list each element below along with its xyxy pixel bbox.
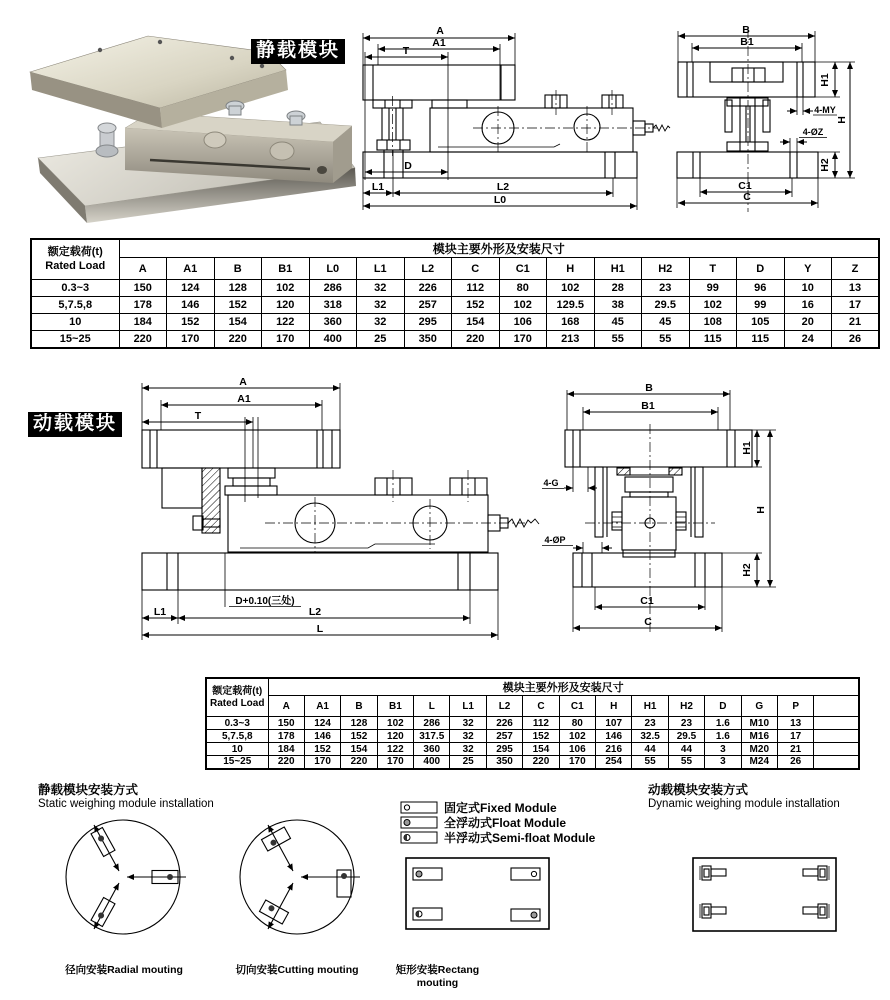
table-cell: 318 [309,297,357,314]
table-cell: 3 [705,756,741,769]
dim-label-4OP: 4-ØP [544,535,566,545]
table-cell: 13 [777,717,813,730]
table-cell: 24 [784,331,832,348]
table-cell: 150 [268,717,304,730]
table-cell: 178 [268,730,304,743]
table-cell: 150 [119,280,167,297]
table-cell: 184 [268,743,304,756]
rated-load-zh: 额定载荷(t) [212,685,263,697]
rated-load-header [206,678,268,717]
table-cell: 152 [341,730,377,743]
extension-lines [677,31,855,208]
static-end-drawing [665,20,890,235]
table-cell: 26 [832,331,880,348]
legend-label: 半浮动式Semi-float Module [444,831,596,845]
dim-label-4MY: 4-MY [814,105,836,115]
table-cell: 32 [357,297,405,314]
table-cell: 32 [450,730,486,743]
table-cell: 360 [414,743,450,756]
caption-rect: 矩形安装Rectang mouting [395,964,480,989]
dynamic-side-drawing [125,372,545,662]
header-row-span [31,239,879,258]
dim-label-C1: C1 [640,595,654,607]
column-header: Y [784,258,832,280]
table-cell: 44 [632,743,668,756]
part-outlines [565,430,752,587]
empty-column-header [814,696,859,717]
table-cell: 29.5 [668,730,704,743]
fixed-marker [531,871,536,876]
dim-label-T: T [402,45,410,57]
table-cell: 220 [268,756,304,769]
load-cell: 0.3~3 [206,717,268,730]
column-header: Z [832,258,880,280]
table-cell: 80 [499,280,547,297]
table-cell: M24 [741,756,777,769]
rect-install-diagram [405,857,550,931]
table-cell: 220 [452,331,500,348]
dim-label-D: D [404,160,412,172]
table-cell: 257 [404,297,452,314]
table-cell: 44 [668,743,704,756]
header-row-span [206,678,859,696]
table-cell: 226 [404,280,452,297]
dim-label-H: H [836,116,848,124]
table-cell: 99 [689,280,737,297]
load-cell: 15~25 [31,331,119,348]
table-cell: 286 [309,280,357,297]
table-row [206,730,859,743]
rated-load-header [31,239,119,280]
table-cell: 152 [214,297,262,314]
column-header: C [452,258,500,280]
table-cell: 317.5 [414,730,450,743]
load-cell: 10 [206,743,268,756]
table-cell: 26 [777,756,813,769]
table-cell: 146 [596,730,632,743]
table-cell: 220 [341,756,377,769]
static-module-dimensions-table [30,238,880,349]
dynamic-install-title-en: Dynamic weighing module installation [648,798,840,810]
fixed-module-icon [400,801,438,814]
table-cell: 105 [737,314,785,331]
table-cell: 25 [450,756,486,769]
column-header: D [737,258,785,280]
table-cell: 23 [642,280,690,297]
empty-cell [814,730,859,743]
header-row-columns [31,258,879,280]
table-cell: 178 [119,297,167,314]
table-cell: 17 [777,730,813,743]
dim-label-A: A [239,376,247,388]
table-cell: 170 [262,331,310,348]
column-header: A1 [167,258,215,280]
table-cell: 17 [832,297,880,314]
dim-label-4G: 4-G [543,478,559,488]
top-plate [30,36,288,128]
table-cell: 146 [304,730,340,743]
column-header: T [689,258,737,280]
span-header: 模块主要外形及安装尺寸 [268,678,859,696]
tangential-install-diagram [234,814,362,942]
table-cell: 168 [547,314,595,331]
table-row [31,297,879,314]
load-cell: 5,7.5,8 [31,297,119,314]
table-cell: 107 [596,717,632,730]
static-side-drawing [358,20,673,220]
table-cell: 96 [737,280,785,297]
dim-label-B: B [742,24,750,36]
column-header: C [523,696,559,717]
float-module-icon [400,816,438,829]
dim-label-4OZ: 4-ØZ [802,127,824,137]
table-cell: 28 [594,280,642,297]
table-cell: 106 [499,314,547,331]
dim-label-A: A [436,25,444,37]
column-header: B [341,696,377,717]
legend-item-semi-float [400,830,595,845]
float-marker [416,871,422,877]
dim-label-C: C [644,616,652,628]
table-cell: 55 [632,756,668,769]
table-cell: 170 [167,331,215,348]
dim-label-B: B [645,382,653,394]
dynamic-end-drawing [540,382,890,644]
table-cell: 254 [596,756,632,769]
part-outlines [677,62,818,178]
table-cell: 21 [777,743,813,756]
radial-install-diagram [60,814,188,942]
legend-label: 全浮动式Float Module [444,816,566,830]
table-cell: 102 [689,297,737,314]
dim-label-L2: L2 [496,181,510,193]
column-header: B1 [377,696,413,717]
legend-item-float [400,815,595,830]
table-cell: 20 [784,314,832,331]
dim-label-A1: A1 [432,37,446,49]
table-cell: 124 [304,717,340,730]
table-cell: 122 [377,743,413,756]
dim-label-H1: H1 [819,73,831,87]
dynamic-rect-install-diagram [692,857,837,933]
table-cell: 154 [523,743,559,756]
table-cell: 129.5 [547,297,595,314]
empty-cell [814,743,859,756]
part-outlines [142,430,539,590]
table-cell: 154 [214,314,262,331]
float-marker [531,912,537,918]
table-cell: 13 [832,280,880,297]
semi-float-module-icon [400,831,438,844]
table-cell: 184 [119,314,167,331]
table-cell: 3 [705,743,741,756]
table-cell: 360 [309,314,357,331]
semi-marker [416,911,422,917]
bolt-dot [341,873,347,879]
table-cell: 295 [404,314,452,331]
load-cell: 15~25 [206,756,268,769]
table-cell: 32 [357,314,405,331]
bolt-dot [167,874,173,880]
table-row [206,717,859,730]
table-cell: 400 [309,331,357,348]
table-cell: 286 [414,717,450,730]
table-cell: 32 [450,743,486,756]
table-cell: 38 [594,297,642,314]
column-header: C1 [559,696,595,717]
legend-item-fixed [400,800,595,815]
table-cell: 146 [167,297,215,314]
dim-labels [154,376,324,635]
table-cell: 120 [377,730,413,743]
dim-label-H: H [755,506,767,514]
empty-cell [814,717,859,730]
dimension-lines [142,388,498,635]
caption-radial: 径向安装Radial mouting [65,964,183,976]
table-cell: 120 [262,297,310,314]
table-row [31,331,879,348]
table-cell: 80 [559,717,595,730]
extension-lines [567,390,776,632]
static-install-title-en: Static weighing module installation [38,798,214,810]
module-type-legend [400,800,595,845]
column-header: L2 [404,258,452,280]
table-cell: 295 [486,743,522,756]
table-cell: 226 [486,717,522,730]
dim-label-H2: H2 [741,563,753,577]
column-header: L [414,696,450,717]
table-cell: 152 [452,297,500,314]
table-cell: 55 [594,331,642,348]
table-cell: 115 [737,331,785,348]
dim-label-D: D+0.10(三处) [235,596,295,607]
table-cell: 350 [486,756,522,769]
table-cell: 32.5 [632,730,668,743]
dim-label-H1: H1 [741,441,753,455]
table-cell: 102 [547,280,595,297]
column-header: H [547,258,595,280]
column-header: C1 [499,258,547,280]
empty-cell [814,756,859,769]
table-cell: 16 [784,297,832,314]
column-header: A [268,696,304,717]
table-cell: 128 [341,717,377,730]
table-row [206,743,859,756]
table-cell: 112 [452,280,500,297]
table-cell: 55 [642,331,690,348]
column-header: H2 [642,258,690,280]
table-cell: 102 [377,717,413,730]
column-header: H1 [594,258,642,280]
column-header: B1 [262,258,310,280]
table-cell: 29.5 [642,297,690,314]
legend-label: 固定式Fixed Module [444,801,557,815]
dynamic-module-badge: 动载模块 [28,412,122,437]
column-header: G [741,696,777,717]
load-cell: 10 [31,314,119,331]
dim-label-L1: L1 [371,181,385,193]
table-cell: 213 [547,331,595,348]
table-row [31,314,879,331]
dim-label-L0: L0 [493,194,507,206]
dim-label-C: C [743,191,751,203]
table-cell: 23 [668,717,704,730]
table-cell: 23 [632,717,668,730]
rated-load-en: Rated Load [45,259,106,272]
dynamic-install-title-zh: 动载模块安装方式 [648,783,749,797]
load-cell: 0.3~3 [31,280,119,297]
table-cell: 102 [499,297,547,314]
table-cell: 170 [559,756,595,769]
header-row-columns [206,696,859,717]
table-cell: 124 [167,280,215,297]
table-cell: 170 [499,331,547,348]
table-cell: 154 [341,743,377,756]
table-cell: 32 [450,717,486,730]
table-cell: 154 [452,314,500,331]
table-cell: 220 [523,756,559,769]
dim-label-C1: C1 [738,180,752,192]
dim-label-T: T [194,410,202,422]
rated-load-en: Rated Load [210,697,265,709]
dim-label-L: L [316,623,324,635]
dim-label-H2: H2 [819,158,831,172]
table-cell: 152 [304,743,340,756]
column-header: A1 [304,696,340,717]
table-cell: 112 [523,717,559,730]
table-cell: 1.6 [705,730,741,743]
table-cell: 128 [214,280,262,297]
static-module-badge: 静载模块 [251,39,345,64]
table-cell: 45 [594,314,642,331]
column-header: H2 [668,696,704,717]
table-cell: 216 [596,743,632,756]
table-cell: 115 [689,331,737,348]
table-cell: 152 [523,730,559,743]
table-cell: 32 [357,280,405,297]
dim-label-B1: B1 [641,400,655,412]
static-install-title-zh: 静载模块安装方式 [38,783,139,797]
table-cell: 152 [167,314,215,331]
dimension-lines [567,394,770,628]
load-cell: 5,7.5,8 [206,730,268,743]
table-cell: 350 [404,331,452,348]
table-cell: 102 [559,730,595,743]
table-cell: 170 [304,756,340,769]
dim-labels [543,382,767,628]
column-header: B [214,258,262,280]
table-cell: 25 [357,331,405,348]
dim-label-B1: B1 [740,36,754,48]
dim-label-A1: A1 [237,393,251,405]
table-cell: 106 [559,743,595,756]
span-header: 模块主要外形及安装尺寸 [119,239,879,258]
dynamic-module-dimensions-table [205,677,860,770]
table-cell: 170 [377,756,413,769]
caption-cutting: 切向安装Cutting mouting [235,964,359,976]
table-cell: 21 [832,314,880,331]
table-cell: 108 [689,314,737,331]
rated-load-zh: 额定载荷(t) [47,246,103,259]
table-cell: 55 [668,756,704,769]
table-cell: 45 [642,314,690,331]
table-cell: 1.6 [705,717,741,730]
column-header: A [119,258,167,280]
column-header: D [705,696,741,717]
column-header: H1 [632,696,668,717]
table-cell: M10 [741,717,777,730]
table-cell: M16 [741,730,777,743]
table-row [206,756,859,769]
table-cell: 99 [737,297,785,314]
table-cell: M20 [741,743,777,756]
dim-label-L1: L1 [153,606,167,618]
table-cell: 257 [486,730,522,743]
dim-label-L2: L2 [308,606,322,618]
column-header: L1 [357,258,405,280]
table-cell: 102 [262,280,310,297]
table-cell: 122 [262,314,310,331]
table-cell: 400 [414,756,450,769]
table-cell: 10 [784,280,832,297]
column-header: L1 [450,696,486,717]
column-header: H [596,696,632,717]
table-row [31,280,879,297]
column-header: L2 [486,696,522,717]
table-cell: 220 [214,331,262,348]
column-header: P [777,696,813,717]
table-cell: 220 [119,331,167,348]
column-header: L0 [309,258,357,280]
